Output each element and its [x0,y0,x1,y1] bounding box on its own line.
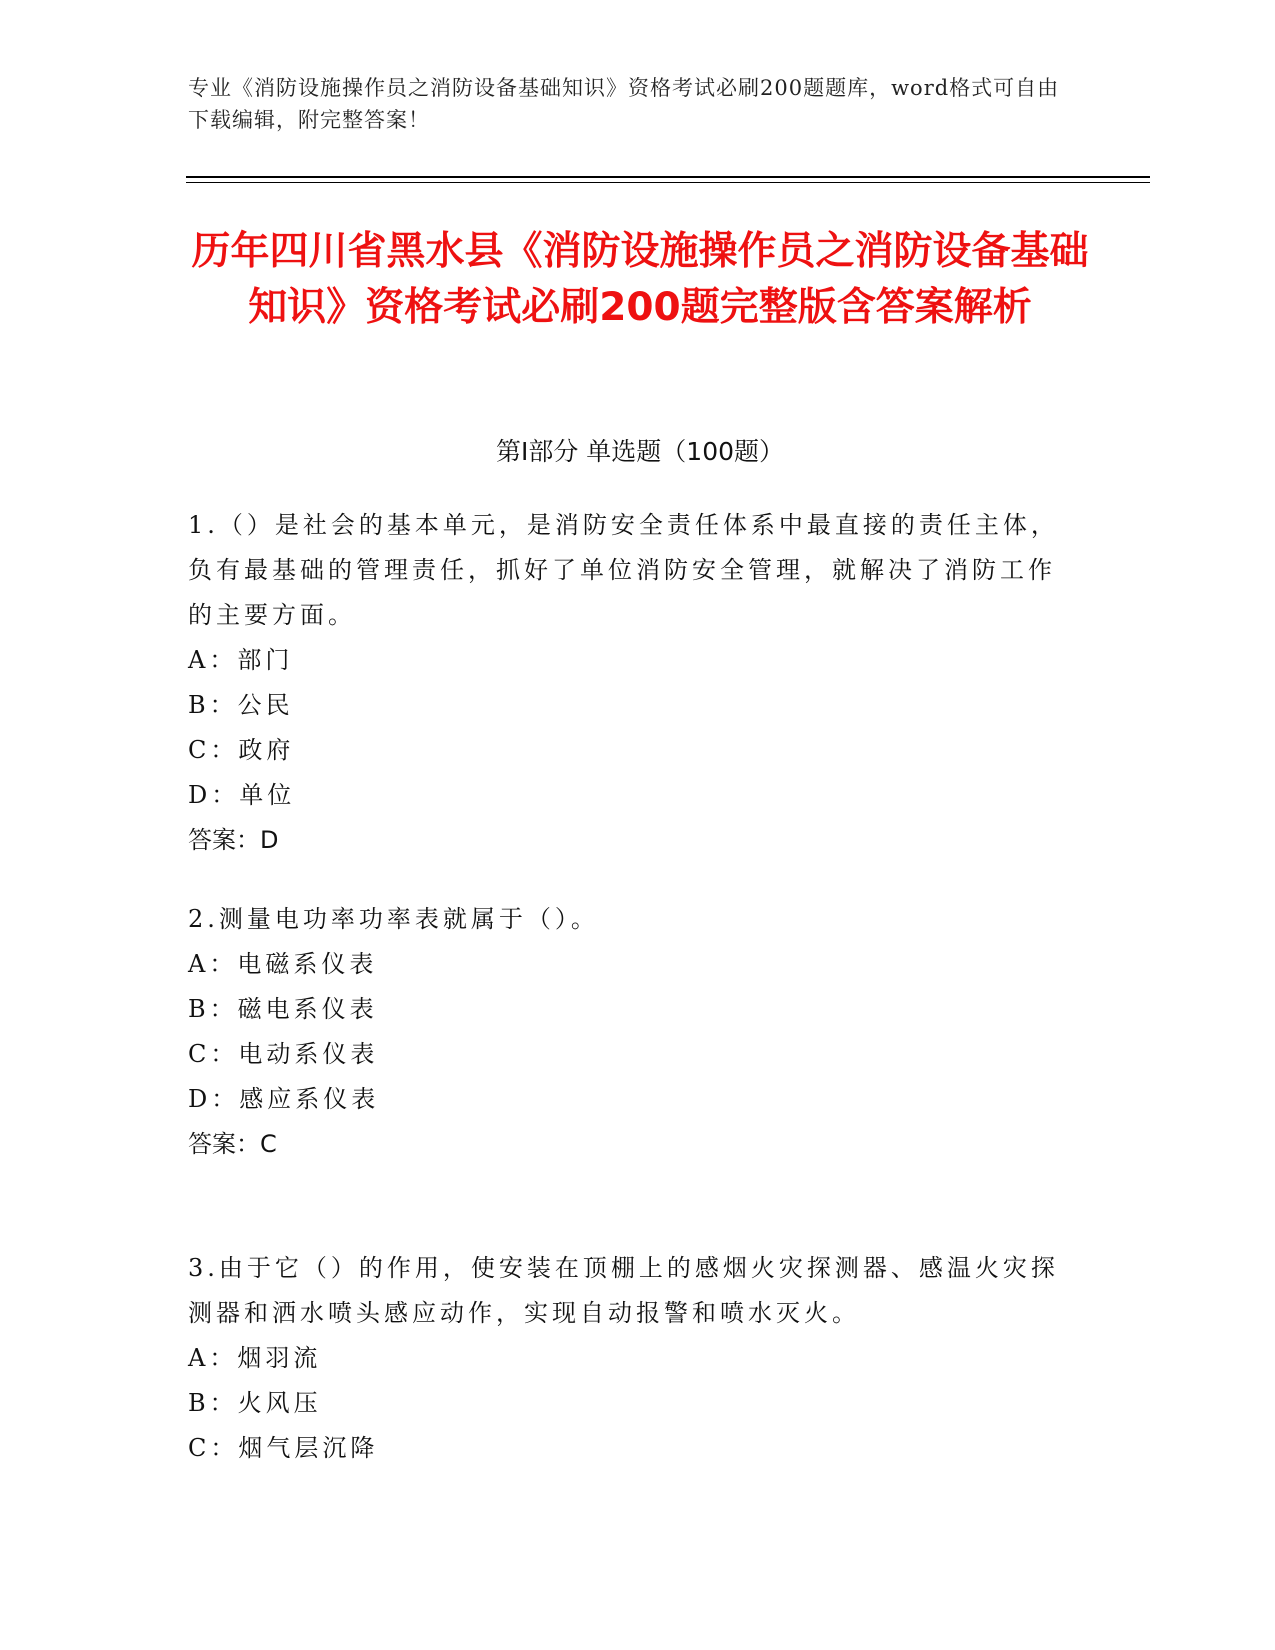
option-d: D：感应系仪表 [188,1085,380,1113]
option-b: B：磁电系仪表 [188,995,378,1023]
question-stem: 2.测量电功率功率表就属于（）。 [188,905,599,933]
question-stem: 3.由于它（）的作用，使安装在顶棚上的感烟火灾探测器、感温火灾探测器和洒水喷头感应动作，实现自动报警和喷水灭火。 [188,1254,1059,1327]
question-2 [188,897,1068,1167]
header-note: 专业《消防设施操作员之消防设备基础知识》资格考试必刷200题题库，word格式可自由下载编辑，附完整答案！ [188,76,1060,132]
option-d: D：单位 [188,781,296,809]
header-divider-thick [186,176,1150,178]
option-a: A：烟羽流 [188,1344,322,1372]
answer: 答案：D [188,826,279,854]
document-title: 历年四川省黑水县《消防设施操作员之消防设备基础知识》资格考试必刷200题完整版含答案解析 [191,229,1089,330]
option-c: C：政府 [188,736,295,764]
option-a: A：电磁系仪表 [188,950,378,978]
section-title: 第Ⅰ部分 单选题（100题） [495,437,785,466]
answer: 答案：C [188,1130,277,1158]
question-3 [188,1246,1068,1471]
question-stem: 1.（）是社会的基本单元，是消防安全责任体系中最直接的责任主体，负有最基础的管理责任，抓好了单位消防安全管理，就解决了消防工作的主要方面。 [188,511,1059,629]
option-c: C：烟气层沉降 [188,1434,379,1462]
header-divider-thin [186,182,1150,183]
option-b: B：公民 [188,691,294,719]
question-1 [188,503,1068,863]
option-b: B：火风压 [188,1389,322,1417]
option-c: C：电动系仪表 [188,1040,379,1068]
option-a: A：部门 [188,646,294,674]
